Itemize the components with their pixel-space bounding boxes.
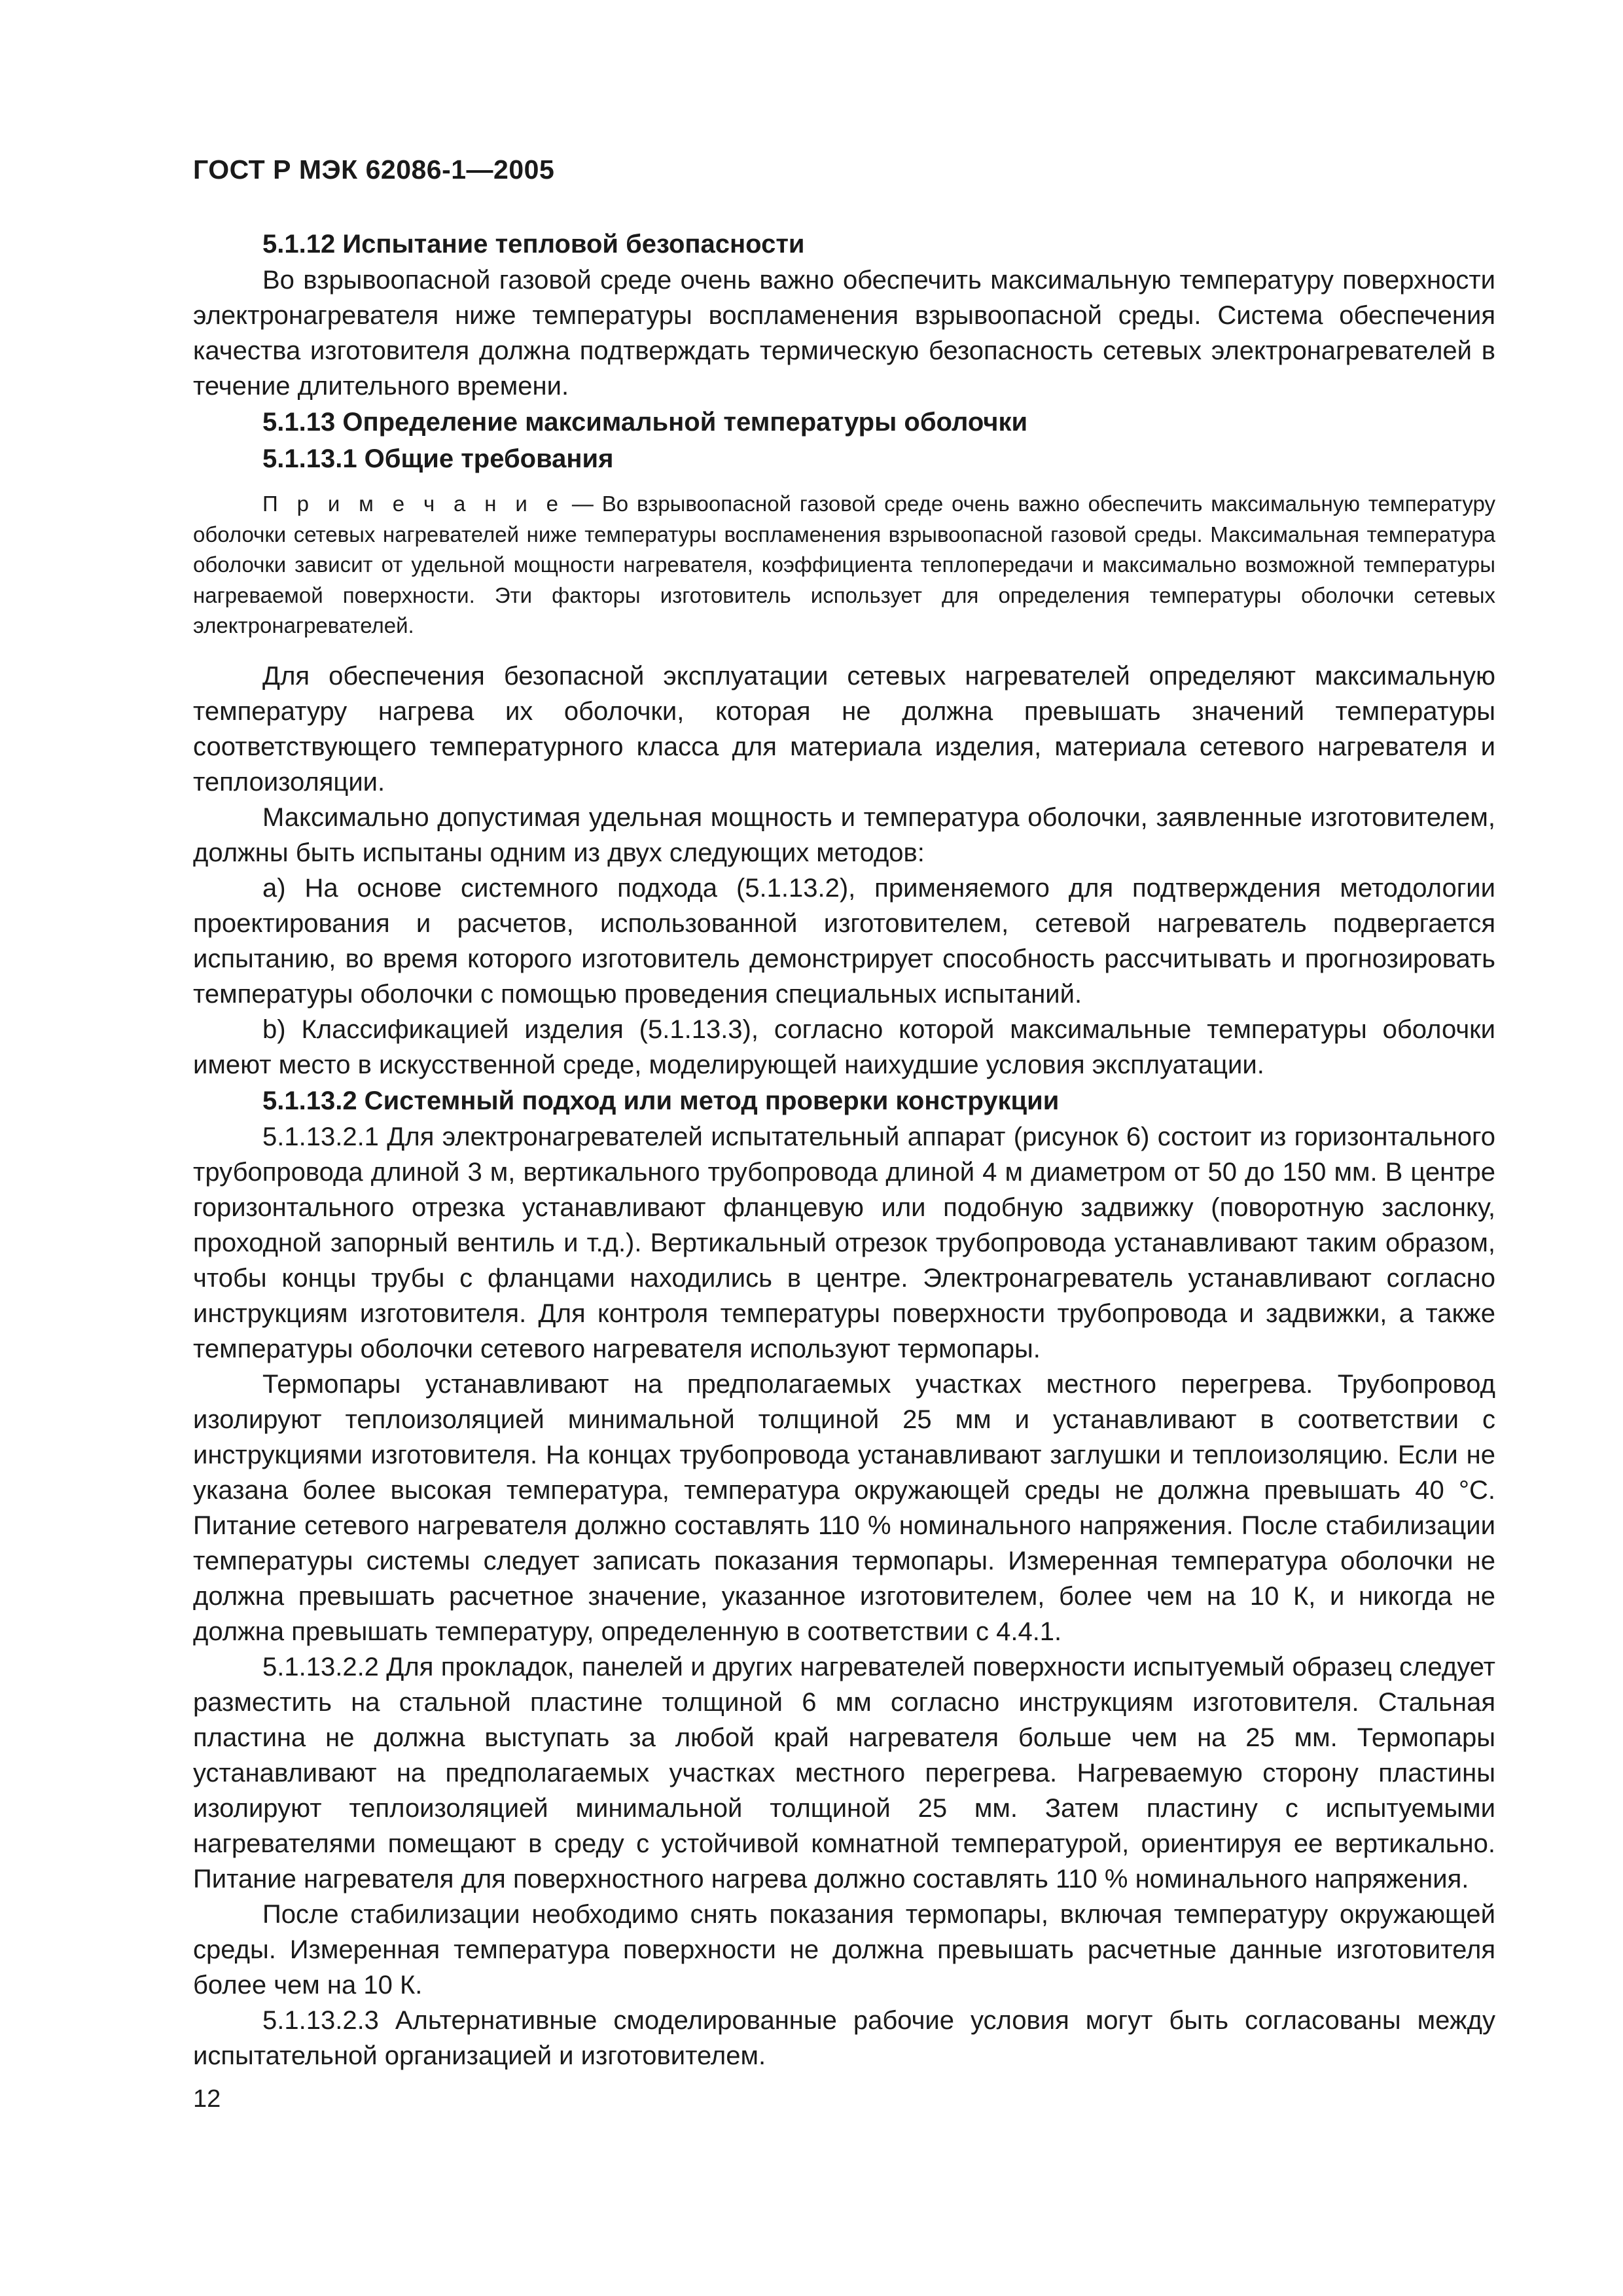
paragraph: 5.1.13.2.3 Альтернативные смоделированные рабочие условия могут быть согласованы между испытательной организацией и изготовителем.	[193, 2005, 1495, 2070]
list-item-a: а) На основе системного подхода (5.1.13.2), применяемого для подтверждения методологии проектирования и расчетов, использованной изготовителем, сетевой нагреватель подвергается испытанию, во время которого изготовитель демонстрирует способность рассчитывать и прогнозировать температуры оболочки с помощью проведения специальных испытаний.	[193, 873, 1495, 1009]
paragraph: После стабилизации необходимо снять показания термопары, включая температуру окружающей среды. Измеренная температура поверхности не должна превышать расчетные данные изготовителя более чем на 10 К.	[193, 1899, 1495, 2000]
note-block	[193, 489, 1495, 641]
paragraph: Максимально допустимая удельная мощность и температура оболочки, заявленные изготовителем, должны быть испытаны одним из двух следующих методов:	[193, 802, 1495, 867]
paragraph: 5.1.13.2.1 Для электронагревателей испытательный аппарат (рисунок 6) состоит из горизонтального трубопровода длиной 3 м, вертикального трубопровода длиной 4 м диаметром от 50 до 150 мм. В центре горизонтального отрезка устанавливают фланцевую или подобную задвижку (поворотную заслонку, проходной запорный вентиль и т.д.). Вертикальный отрезок трубопровода устанавливают таким образом, чтобы концы трубы с фланцами находились в центре. Электронагреватель устанавливают согласно инструкциям изготовителя. Для контроля температуры поверхности трубопровода и задвижки, а также температуры оболочки сетевого нагревателя используют термопары.	[193, 1122, 1495, 1363]
paragraph: Термопары устанавливают на предполагаемых участках местного перегрева. Трубопровод изолируют теплоизоляцией минимальной толщиной 25 мм и устанавливают в соответствии с инструкциями изготовителя. На концах трубопровода устанавливают заглушки и теплоизоляцию. Если не указана более высокая температура, температура окружающей среды не должна превышать 40 °С. Питание сетевого нагревателя должно составлять 110 % номинального напряжения. После стабилизации температуры системы следует записать показания термопары. Измеренная температура оболочки не должна превышать расчетное значение, указанное изготовителем, более чем на 10 К, и никогда не должна превышать температуру, определенную в соответствии с 4.4.1.	[193, 1369, 1495, 1646]
section-heading-5-1-13-1: 5.1.13.1 Общие требования	[262, 444, 614, 473]
paragraph: Во взрывоопасной газовой среде очень важно обеспечить максимальную температуру поверхности электронагревателя ниже температуры воспламенения взрывоопасной среды. Система обеспечения качества изготовителя должна подтверждать термическую безопасность сетевых электронагревателей в течение длительного времени.	[193, 266, 1495, 401]
note-text: — Во взрывоопасной газовой среде очень важно обеспечить максимальную температуру оболочки сетевых нагревателей ниже температуры воспламенения взрывоопасной газовой среды. Максимальная температура оболочки зависит от удельной мощности нагревателя, коэффициента теплопередачи и максимально возможной температуры нагреваемой поверхности. Эти факторы изготовитель использует для определения температуры оболочки сетевых электронагревателей.	[193, 492, 1495, 637]
page-number: 12	[193, 2085, 221, 2113]
section-heading-5-1-12: 5.1.12 Испытание тепловой безопасности	[262, 230, 805, 259]
paragraph: 5.1.13.2.2 Для прокладок, панелей и других нагревателей поверхности испытуемый образец следует разместить на стальной пластине толщиной 6 мм согласно инструкциям изготовителя. Стальная пластина не должна выступать за любой край нагревателя больше чем на 25 мм. Термопары устанавливают на предполагаемых участках местного перегрева. Нагреваемую сторону пластины изолируют теплоизоляцией минимальной толщиной 25 мм. Затем пластину с испытуемыми нагревателями помещают в среду с устойчивой комнатной температурой, ориентируя ее вертикально. Питание нагревателя для поверхностного нагрева должно составлять 110 % номинального напряжения.	[193, 1652, 1495, 1893]
section-heading-5-1-13-2: 5.1.13.2 Системный подход или метод проверки конструкции	[262, 1086, 1060, 1115]
section-heading-5-1-13: 5.1.13 Определение максимальной температуры оболочки	[262, 408, 1028, 437]
document-body	[193, 226, 1495, 2073]
list-item-b: b) Классификацией изделия (5.1.13.3), согласно которой максимальные температуры оболочки имеют место в искусственной среде, моделирующей наихудшие условия эксплуатации.	[193, 1014, 1495, 1079]
note-label: П р и м е ч а н и е	[262, 492, 564, 516]
document-header: ГОСТ Р МЭК 62086-1—2005	[193, 154, 555, 185]
paragraph: Для обеспечения безопасной эксплуатации сетевых нагревателей определяют максимальную температуру нагрева их оболочки, которая не должна превышать значений температуры соответствующего температурного класса для материала изделия, материала сетевого нагревателя и теплоизоляции.	[193, 661, 1495, 797]
